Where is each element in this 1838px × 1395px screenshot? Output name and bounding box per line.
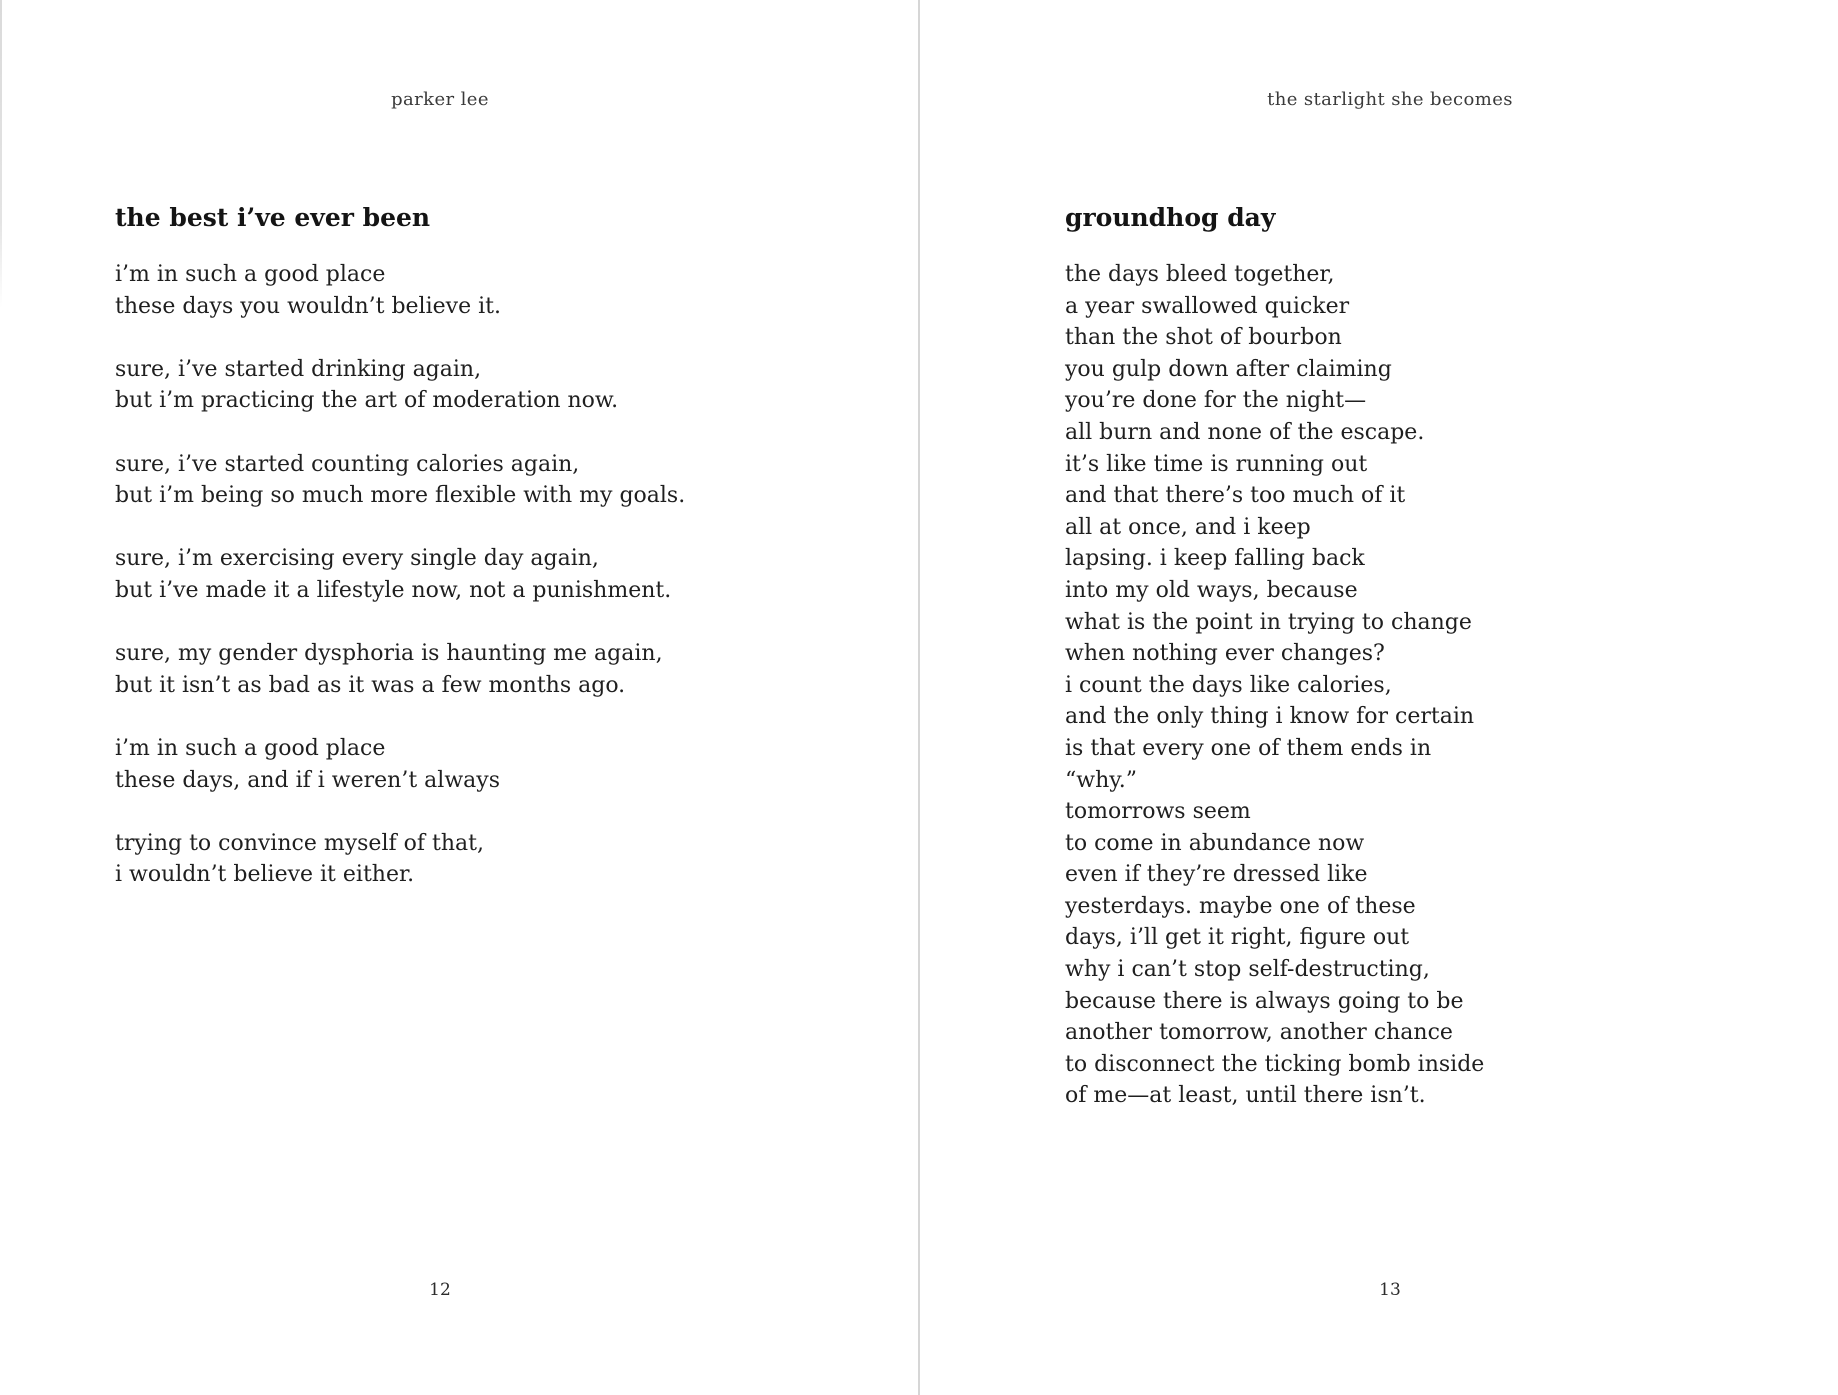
poem-stanza: sure, i’ve started drinking again, but i’m practicing the art of moderation now.	[115, 356, 619, 414]
page-number-right: 13	[1379, 1280, 1401, 1300]
poem-title-right: groundhog day	[1065, 203, 1276, 232]
right-page-content	[1065, 0, 1715, 1395]
poem-stanza: sure, i’m exercising every single day again, but i’ve made it a lifestyle now, not a punishment.	[115, 546, 672, 603]
poem-stanza: i’m in such a good place these days, and if i weren’t always	[115, 735, 500, 793]
page-number-left: 12	[429, 1280, 451, 1300]
running-head-book-title: the starlight she becomes	[1267, 89, 1513, 110]
poem-body-right	[1065, 259, 1715, 1112]
poem-stanza: i’m in such a good place these days you wouldn’t believe it.	[115, 262, 501, 319]
left-page	[0, 0, 918, 1395]
left-page-content	[115, 0, 765, 1395]
page-edge-shadow	[0, 0, 2, 308]
poem-stanza: sure, my gender dysphoria is haunting me again, but it isn’t as bad as it was a few months ago.	[115, 641, 663, 698]
right-page	[918, 0, 1838, 1395]
poem-stanza: sure, i’ve started counting calories again, but i’m being so much more flexible with my goals.	[115, 451, 686, 509]
poem-stanza: the days bleed together, a year swallowed quicker than the shot of bourbon you gulp down after claiming you’re done for the night— all burn and none of the escape. it’s like time is running out and that there’s too much of it all at once, and i keep lapsing. i keep falling back into my old ways, because what is the point in trying to change when nothing ever changes? i count the days like calories, and the only thing i know for certain is that every one of them ends in “why.” tomorrows seem to come in abundance now even if they’re dressed like yesterdays. maybe one of these days, i’ll get it right, figure out why i can’t stop self-destructing, because there is always going to be another tomorrow, another chance to disconnect the ticking bomb inside of me—at least, until there isn’t.	[1065, 262, 1485, 1109]
poem-stanza: trying to convince myself of that, i wouldn’t believe it either.	[115, 830, 484, 888]
poem-body-left	[115, 259, 765, 891]
poem-title-left: the best i’ve ever been	[115, 203, 431, 232]
running-head-author: parker lee	[391, 89, 489, 110]
